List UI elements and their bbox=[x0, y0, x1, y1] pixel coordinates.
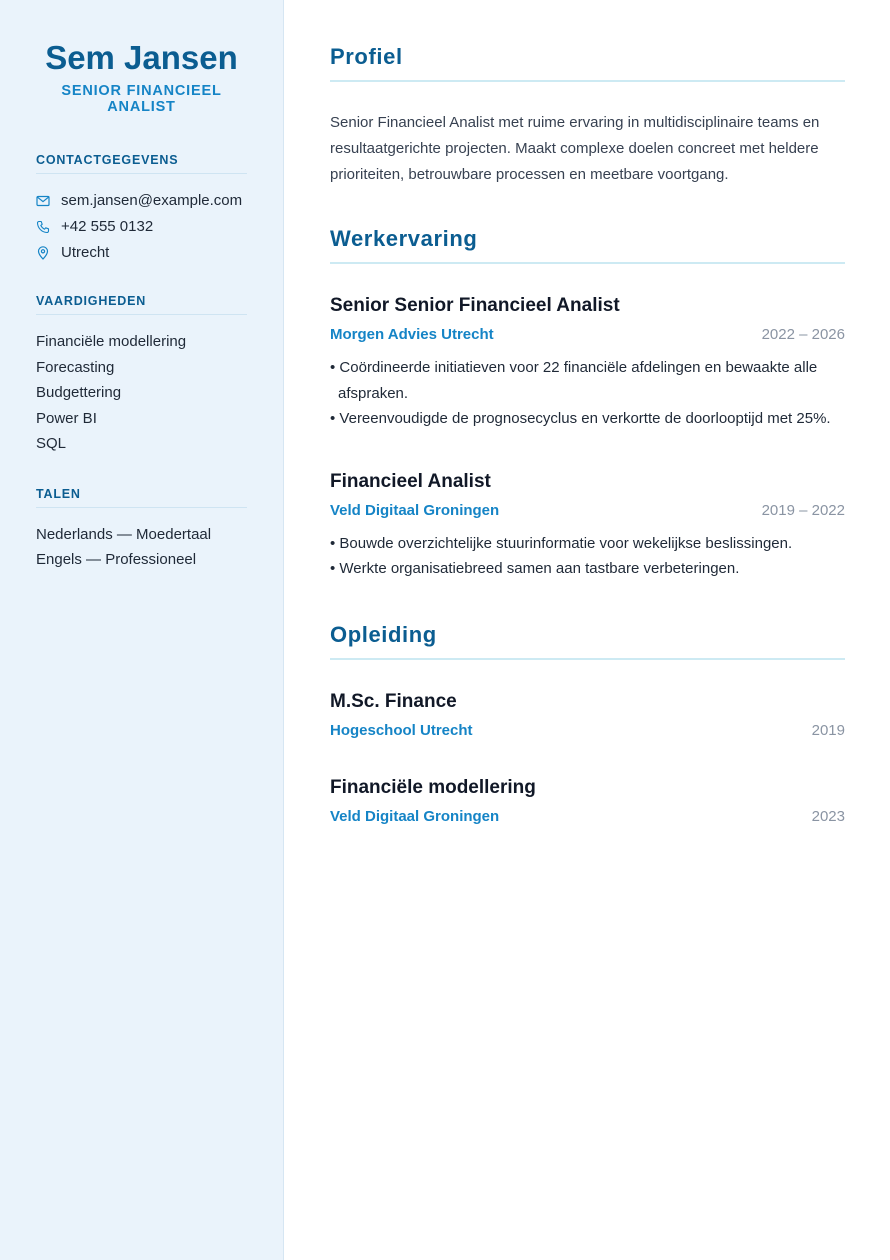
language-item: Nederlands — Moedertaal bbox=[36, 525, 212, 543]
contact-email-text: sem.jansen@example.com bbox=[61, 192, 243, 209]
contact-list bbox=[36, 188, 247, 266]
entry-meta bbox=[330, 326, 845, 343]
entry-organization: Morgen Advies Utrecht bbox=[330, 326, 494, 343]
skill-item: SQL bbox=[36, 435, 67, 452]
job-title: SENIOR FINANCIEEL ANALIST bbox=[61, 83, 222, 115]
sidebar bbox=[0, 0, 284, 1260]
education-entry bbox=[330, 691, 845, 739]
mail-icon bbox=[36, 194, 50, 208]
skill-item: Forecasting bbox=[36, 358, 115, 376]
entry-title: M.Sc. Finance bbox=[330, 690, 457, 712]
contact-location bbox=[36, 240, 247, 266]
skills-list bbox=[36, 329, 247, 457]
skill-item: Power BI bbox=[36, 409, 97, 427]
bullet-item: • Werkte organisatiebreed samen aan tastbare verbeteringen. bbox=[330, 556, 845, 582]
main-content bbox=[284, 0, 890, 1260]
languages-heading: TALEN bbox=[36, 487, 247, 508]
experience-section bbox=[330, 226, 845, 582]
bullet-item: • Vereenvoudigde de prognosecyclus en verkortte de doorlooptijd met 25%. bbox=[330, 406, 845, 432]
contact-heading: CONTACTGEGEVENS bbox=[36, 153, 247, 174]
entry-bullets bbox=[330, 355, 845, 432]
location-pin-icon bbox=[36, 246, 50, 260]
contact-phone-text: +42 555 0132 bbox=[61, 218, 154, 235]
profile-text: Senior Financieel Analist met ruime ervaring in multidisciplinaire teams en resultaatgerichte projecten. Maakt complexe doelen concreet met heldere prioriteiten, betrouwbare processen en meetbare voortgang. bbox=[330, 114, 820, 183]
experience-entry bbox=[330, 295, 845, 432]
entry-dates: 2019 – 2022 bbox=[761, 501, 845, 519]
profile-heading: Profiel bbox=[330, 44, 845, 82]
entry-title: Financiële modellering bbox=[330, 776, 536, 798]
entry-title: Financieel Analist bbox=[330, 470, 491, 492]
entry-meta bbox=[330, 722, 845, 739]
languages-list bbox=[36, 522, 247, 573]
entry-year: 2019 bbox=[811, 721, 845, 739]
bullet-item: • Coördineerde initiatieven voor 22 financiële afdelingen en bewaakte alle afspraken. bbox=[330, 355, 845, 406]
phone-icon bbox=[36, 220, 50, 234]
skills-heading: VAARDIGHEDEN bbox=[36, 294, 247, 315]
entry-year: 2023 bbox=[811, 807, 845, 825]
contact-location-text: Utrecht bbox=[61, 244, 110, 261]
language-item: Engels — Professioneel bbox=[36, 551, 197, 568]
education-section bbox=[330, 622, 845, 825]
profile-section bbox=[330, 44, 845, 188]
entry-dates: 2022 – 2026 bbox=[761, 326, 845, 343]
skill-item: Budgettering bbox=[36, 384, 122, 401]
education-entry bbox=[330, 777, 845, 825]
experience-entry bbox=[330, 471, 845, 582]
bullet-item: • Bouwde overzichtelijke stuurinformatie voor wekelijkse beslissingen. bbox=[330, 531, 845, 557]
entry-title: Senior Senior Financieel Analist bbox=[330, 295, 620, 316]
experience-heading: Werkervaring bbox=[330, 226, 845, 264]
entry-bullets bbox=[330, 531, 845, 582]
skill-item: Financiële modellering bbox=[36, 333, 187, 350]
contact-email bbox=[36, 188, 247, 214]
entry-meta bbox=[330, 502, 845, 519]
entry-organization: Veld Digitaal Groningen bbox=[330, 501, 500, 519]
education-heading: Opleiding bbox=[330, 622, 845, 660]
entry-institution: Veld Digitaal Groningen bbox=[330, 807, 500, 825]
contact-phone bbox=[36, 214, 247, 240]
entry-institution: Hogeschool Utrecht bbox=[330, 721, 473, 739]
entry-meta bbox=[330, 808, 845, 825]
person-name: Sem Jansen bbox=[45, 39, 238, 76]
